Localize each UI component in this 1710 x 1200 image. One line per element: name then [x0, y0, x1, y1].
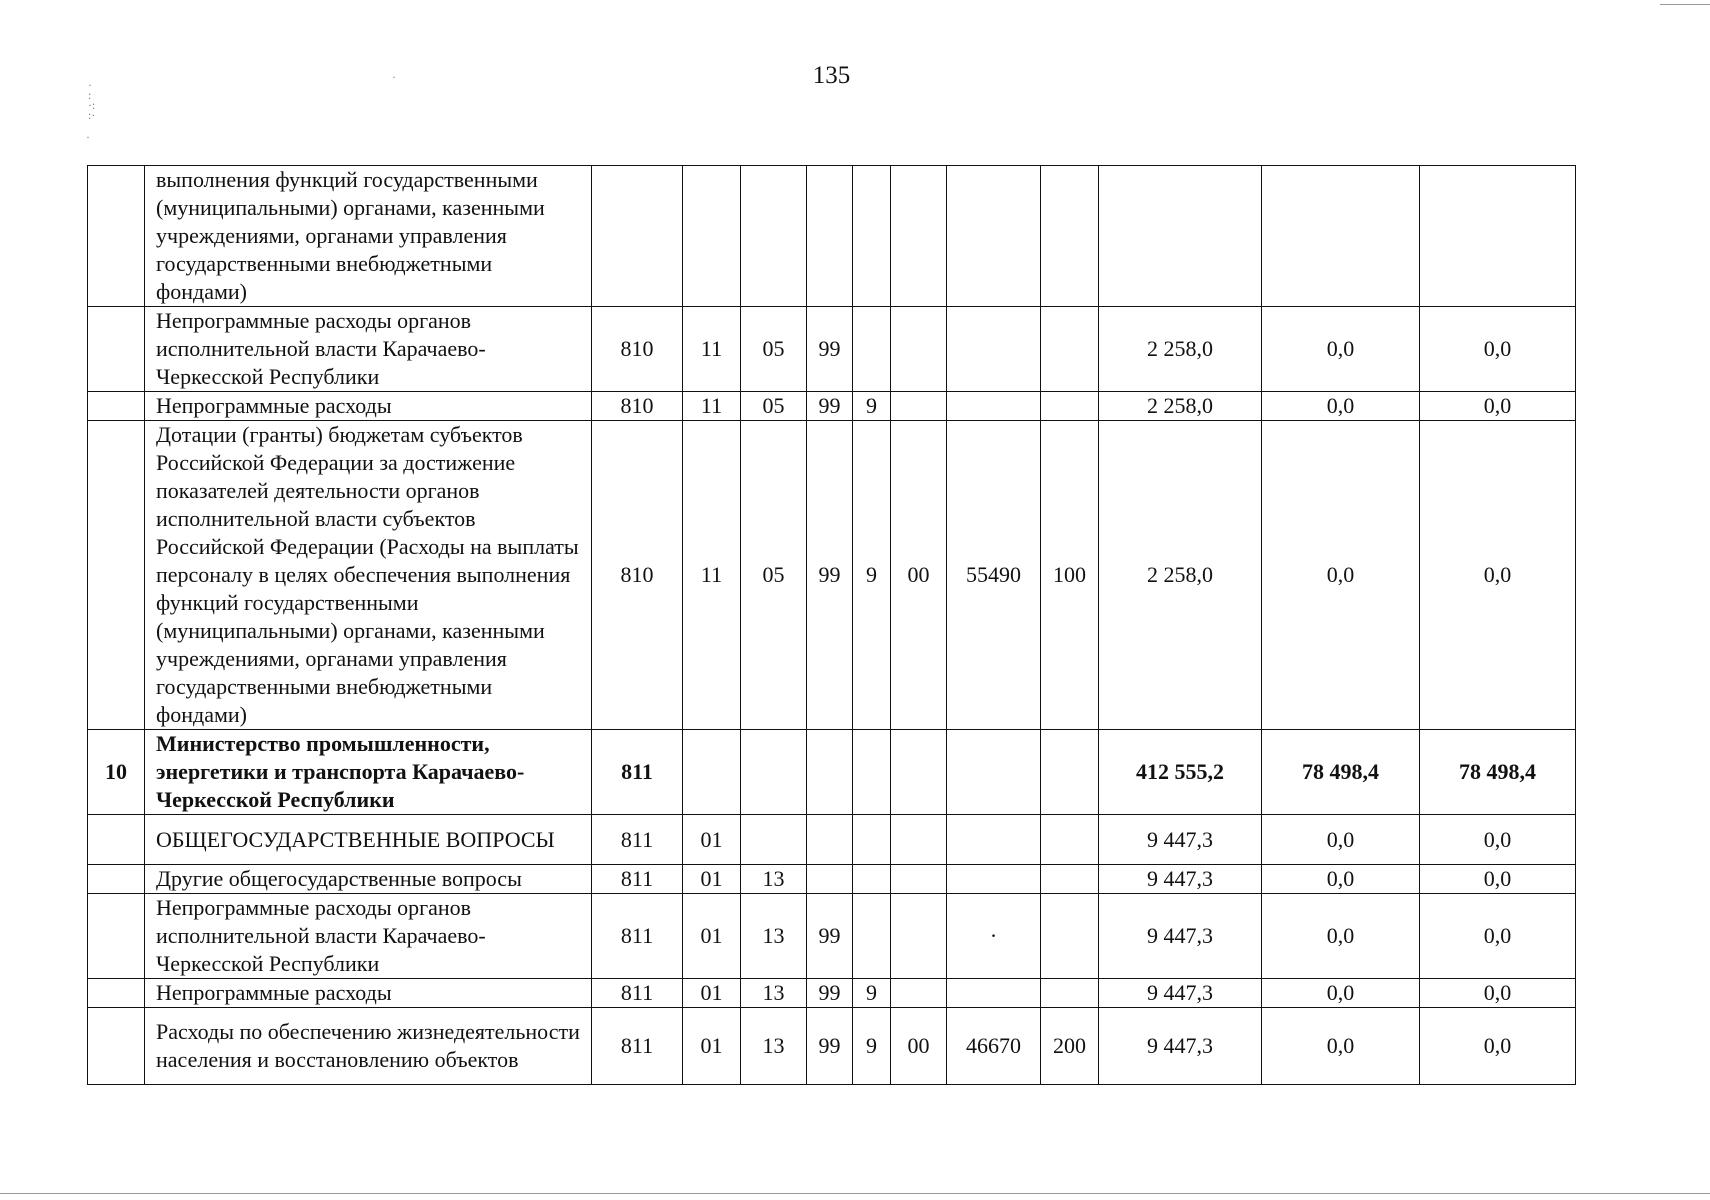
subsection-code-cell: 05	[741, 421, 807, 730]
direction-code-cell	[947, 166, 1041, 307]
expense-type-cell	[1041, 392, 1099, 421]
grbs-code-cell: 811	[592, 894, 683, 979]
program-code-cell: 99	[807, 392, 853, 421]
expense-type-cell	[1041, 307, 1099, 392]
direction-code-cell: 46670	[947, 1008, 1041, 1085]
table-row	[88, 815, 1576, 865]
subprogram-code-cell: 9	[853, 421, 891, 730]
table-row	[88, 392, 1576, 421]
amount-year2-cell: 0,0	[1262, 421, 1420, 730]
amount-year1-cell: 2 258,0	[1099, 421, 1262, 730]
amount-year1-cell: 2 258,0	[1099, 392, 1262, 421]
amount-year2-cell: 0,0	[1262, 1008, 1420, 1085]
amount-year3-cell: 0,0	[1420, 865, 1576, 894]
section-code-cell	[683, 166, 741, 307]
activity-code-cell	[891, 392, 947, 421]
subprogram-code-cell	[853, 894, 891, 979]
grbs-code-cell	[592, 166, 683, 307]
amount-year1-cell: 9 447,3	[1099, 1008, 1262, 1085]
row-name-cell: Непрограммные расходы	[145, 979, 592, 1008]
section-code-cell: 01	[683, 894, 741, 979]
amount-year2-cell: 78 498,4	[1262, 730, 1420, 815]
grbs-code-cell: 811	[592, 815, 683, 865]
amount-year3-cell: 0,0	[1420, 307, 1576, 392]
subprogram-code-cell	[853, 730, 891, 815]
section-code-cell: 01	[683, 979, 741, 1008]
expense-type-cell	[1041, 815, 1099, 865]
row-number-cell: 10	[88, 730, 145, 815]
activity-code-cell	[891, 730, 947, 815]
amount-year3-cell: 78 498,4	[1420, 730, 1576, 815]
table-row	[88, 166, 1576, 307]
amount-year1-cell: 9 447,3	[1099, 815, 1262, 865]
grbs-code-cell: 810	[592, 307, 683, 392]
program-code-cell	[807, 166, 853, 307]
section-code-cell: 01	[683, 1008, 741, 1085]
row-name-cell: выполнения функций государственными (муниципальными) органами, казенными учреждениями, органами управления государственными внебюджетными фондами)	[145, 166, 592, 307]
program-code-cell: 99	[807, 894, 853, 979]
activity-code-cell	[891, 166, 947, 307]
amount-year3-cell: 0,0	[1420, 1008, 1576, 1085]
subsection-code-cell: 05	[741, 307, 807, 392]
amount-year1-cell: 9 447,3	[1099, 894, 1262, 979]
section-code-cell: 11	[683, 421, 741, 730]
subprogram-code-cell	[853, 166, 891, 307]
section-code-cell: 01	[683, 865, 741, 894]
scan-speck-marks: · : ·: :·	[88, 78, 96, 122]
program-code-cell	[807, 730, 853, 815]
expense-type-cell	[1041, 730, 1099, 815]
direction-code-cell	[947, 730, 1041, 815]
amount-year3-cell: 0,0	[1420, 979, 1576, 1008]
scan-edge-line	[0, 1193, 1710, 1194]
subsection-code-cell	[741, 730, 807, 815]
program-code-cell: 99	[807, 979, 853, 1008]
grbs-code-cell: 811	[592, 1008, 683, 1085]
expense-type-cell	[1041, 894, 1099, 979]
direction-code-cell: 55490	[947, 421, 1041, 730]
amount-year1-cell: 2 258,0	[1099, 307, 1262, 392]
grbs-code-cell: 811	[592, 865, 683, 894]
direction-code-cell: ·	[947, 894, 1041, 979]
table-row	[88, 730, 1576, 815]
section-code-cell	[683, 730, 741, 815]
activity-code-cell	[891, 307, 947, 392]
row-name-cell: Непрограммные расходы	[145, 392, 592, 421]
row-name-cell: Расходы по обеспечению жизнедеятельности населения и восстановлению объектов	[145, 1008, 592, 1085]
amount-year3-cell: 0,0	[1420, 815, 1576, 865]
amount-year2-cell: 0,0	[1262, 307, 1420, 392]
row-name-cell: Непрограммные расходы органов исполнительной власти Карачаево-Черкесской Республики	[145, 307, 592, 392]
direction-code-cell	[947, 865, 1041, 894]
subsection-code-cell: 13	[741, 979, 807, 1008]
row-number-cell	[88, 979, 145, 1008]
subsection-code-cell: 13	[741, 865, 807, 894]
program-code-cell: 99	[807, 421, 853, 730]
expense-type-cell: 200	[1041, 1008, 1099, 1085]
amount-year3-cell	[1420, 166, 1576, 307]
activity-code-cell	[891, 815, 947, 865]
row-name-cell: Другие общегосударственные вопросы	[145, 865, 592, 894]
subprogram-code-cell: 9	[853, 1008, 891, 1085]
row-number-cell	[88, 421, 145, 730]
row-name-cell: Непрограммные расходы органов исполнительной власти Карачаево-Черкесской Республики	[145, 894, 592, 979]
expense-type-cell: 100	[1041, 421, 1099, 730]
amount-year3-cell: 0,0	[1420, 421, 1576, 730]
subprogram-code-cell	[853, 865, 891, 894]
activity-code-cell	[891, 979, 947, 1008]
subsection-code-cell	[741, 815, 807, 865]
subsection-code-cell: 13	[741, 1008, 807, 1085]
table-row	[88, 865, 1576, 894]
row-name-cell: Дотации (гранты) бюджетам субъектов Российской Федерации за достижение показателей деятельности органов исполнительной власти субъектов Российской Федерации (Расходы на выплаты персоналу в целях обеспечения выполнения функций государственными (муниципальными) органами, казенными учреждениями, органами управления государственными внебюджетными фондами)	[145, 421, 592, 730]
amount-year2-cell: 0,0	[1262, 392, 1420, 421]
amount-year3-cell: 0,0	[1420, 392, 1576, 421]
program-code-cell: 99	[807, 1008, 853, 1085]
subsection-code-cell: 13	[741, 894, 807, 979]
table-row	[88, 979, 1576, 1008]
scan-speck-dot: ·	[86, 130, 90, 144]
program-code-cell	[807, 815, 853, 865]
table-row	[88, 894, 1576, 979]
subsection-code-cell: 05	[741, 392, 807, 421]
activity-code-cell: 00	[891, 421, 947, 730]
amount-year2-cell: 0,0	[1262, 865, 1420, 894]
row-number-cell	[88, 1008, 145, 1085]
section-code-cell: 01	[683, 815, 741, 865]
direction-code-cell	[947, 979, 1041, 1008]
grbs-code-cell: 810	[592, 392, 683, 421]
direction-code-cell	[947, 815, 1041, 865]
row-number-cell	[88, 166, 145, 307]
amount-year1-cell: 412 555,2	[1099, 730, 1262, 815]
row-number-cell	[88, 815, 145, 865]
expense-type-cell	[1041, 865, 1099, 894]
table-row	[88, 307, 1576, 392]
amount-year1-cell	[1099, 166, 1262, 307]
program-code-cell: 99	[807, 307, 853, 392]
scan-speck-dot: ·	[392, 70, 396, 84]
direction-code-cell	[947, 307, 1041, 392]
activity-code-cell	[891, 865, 947, 894]
grbs-code-cell: 810	[592, 421, 683, 730]
subprogram-code-cell: 9	[853, 392, 891, 421]
grbs-code-cell: 811	[592, 730, 683, 815]
row-number-cell	[88, 392, 145, 421]
row-number-cell	[88, 894, 145, 979]
amount-year3-cell: 0,0	[1420, 894, 1576, 979]
grbs-code-cell: 811	[592, 979, 683, 1008]
section-code-cell: 11	[683, 392, 741, 421]
activity-code-cell: 00	[891, 1008, 947, 1085]
activity-code-cell	[891, 894, 947, 979]
amount-year2-cell: 0,0	[1262, 894, 1420, 979]
scan-edge-line	[1660, 4, 1710, 5]
direction-code-cell	[947, 392, 1041, 421]
table-row	[88, 421, 1576, 730]
expense-type-cell	[1041, 166, 1099, 307]
page-number: 135	[812, 62, 851, 89]
row-number-cell	[88, 865, 145, 894]
subprogram-code-cell	[853, 307, 891, 392]
expense-type-cell	[1041, 979, 1099, 1008]
row-name-cell: ОБЩЕГОСУДАРСТВЕННЫЕ ВОПРОСЫ	[145, 815, 592, 865]
subprogram-code-cell	[853, 815, 891, 865]
budget-table	[87, 165, 1576, 1085]
amount-year1-cell: 9 447,3	[1099, 865, 1262, 894]
table-row	[88, 1008, 1576, 1085]
amount-year2-cell: 0,0	[1262, 815, 1420, 865]
row-number-cell	[88, 307, 145, 392]
amount-year2-cell: 0,0	[1262, 979, 1420, 1008]
row-name-cell: Министерство промышленности, энергетики и транспорта Карачаево-Черкесской Республики	[145, 730, 592, 815]
section-code-cell: 11	[683, 307, 741, 392]
program-code-cell	[807, 865, 853, 894]
subsection-code-cell	[741, 166, 807, 307]
amount-year2-cell	[1262, 166, 1420, 307]
amount-year1-cell: 9 447,3	[1099, 979, 1262, 1008]
subprogram-code-cell: 9	[853, 979, 891, 1008]
